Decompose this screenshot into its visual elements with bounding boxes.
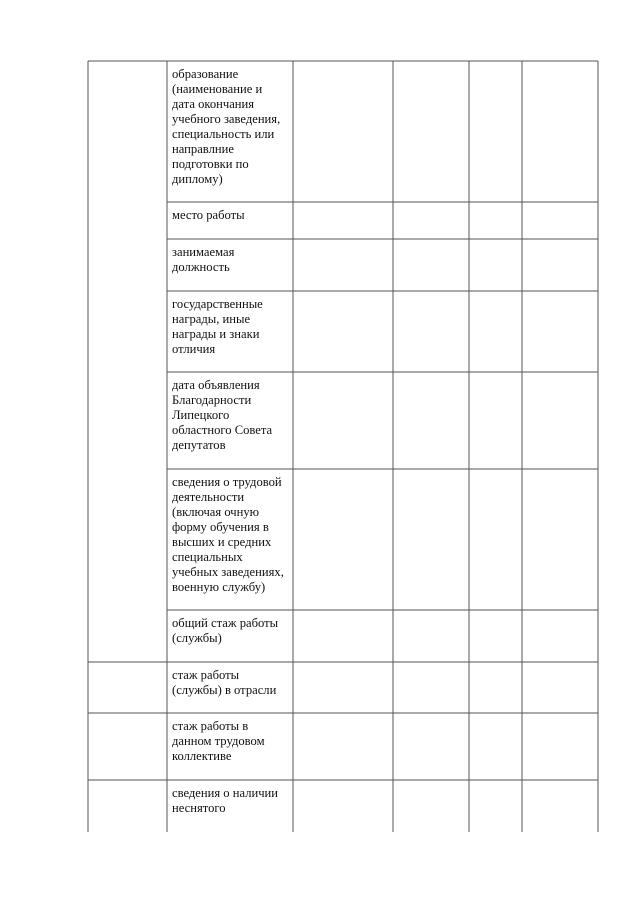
row-label-unremoved-info: сведения о наличии неснятого (172, 786, 279, 815)
row-label-industry-experience: стаж работы (службы) в отрасли (172, 668, 277, 697)
row-label-labor-activity: сведения о трудовой деятельности (включая очную форму обучения в высших и средних специальных учебных заведениях, военную службу) (172, 475, 284, 594)
row-label-collective-experience: стаж работы в данном трудовом коллективе (172, 719, 265, 763)
row-label-position: занимаемая должность (172, 245, 235, 274)
row-label-awards: государственные награды, иные награды и знаки отличия (172, 297, 263, 356)
row-label-workplace: место работы (172, 208, 245, 222)
row-label-total-experience: общий стаж работы (службы) (172, 616, 279, 645)
row-label-education: образование (наименование и дата окончания учебного заведения, специальность или направлние подготовки по диплому) (172, 67, 281, 186)
row-label-gratitude-date: дата объявления Благодарности Липецкого областного Совета депутатов (172, 378, 273, 452)
